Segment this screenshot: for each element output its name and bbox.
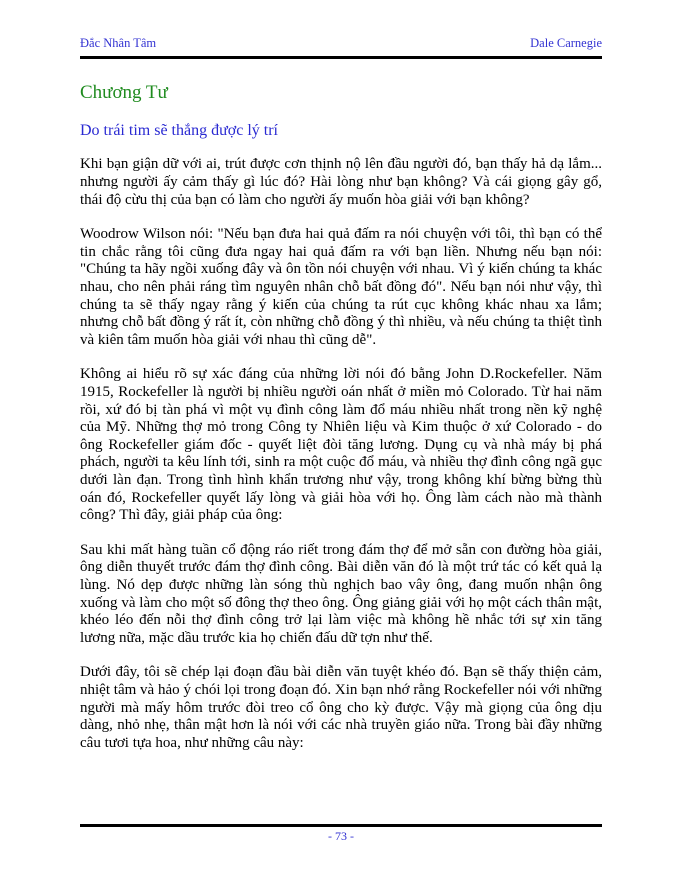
document-page [80,36,602,752]
body-text [80,156,602,752]
page-footer [80,824,602,845]
body-paragraph: Khi bạn giận dữ với ai, trút được cơn thịnh nộ lên đầu người đó, bạn thấy hả dạ lắm... nhưng người ấy cảm thấy gì lúc đó? Hài lòng như bạn không? Và cái giọng gây gổ, thái độ cừu thị của bạn có làm cho người ấy muốn hòa giải với bạn không? [80,156,602,208]
header-author: Dale Carnegie [530,36,602,50]
body-paragraph: Không ai hiểu rõ sự xác đáng của những lời nói đó bằng John D.Rockefeller. Năm 1915, Rockefeller là người bị nhiều người oán nhất ở miền mỏ Colorado. Từ hai năm rồi, xứ đó bị tàn phá vì một vụ đình công làm đổ máu nhiều nhất trong nền kỹ nghệ của Mỹ. Những thợ mỏ trong Công ty Nhiên liệu và Kim thuộc ở xứ Colorado - do ông Rockefeller giám đốc - quyết liệt đòi tăng lương. Dụng cụ và nhà máy bị phá phách, người ta kêu lính tới, sinh ra một cuộc đổ máu, và nhiều thợ đình công ngã gục dưới làn đạn. Trong tình hình khẩn trương như vậy, trong không khí bừng bừng thù oán đó, Rockefeller quyết lấy lòng và giải hòa với họ. Ông làm cách nào mà thành công? Thì đây, giải pháp của ông: [80,366,602,524]
header-book-title: Đắc Nhân Tâm [80,36,157,50]
chapter-title: Chương Tư [80,82,168,103]
page-header [80,36,602,59]
body-paragraph: Woodrow Wilson nói: "Nếu bạn đưa hai quả đấm ra nói chuyện với tôi, thì bạn có thể tin chắc rằng tôi cũng đưa ngay hai quả đấm ra với bạn liền. Nhưng nếu bạn nói: "Chúng ta hãy ngồi xuống đây và ôn tồn nói chuyện với nhau. Vì ý kiến chúng ta khác nhau, cho nên phải ráng tìm nguyên nhân chỗ bất đồng đó". Nếu bạn nói như vậy, thì chúng ta sẽ thấy ngay rằng ý kiến của chúng ta rút cục không khác nhau xa lắm; nhưng chỗ bất đồng ý rất ít, còn những chỗ đồng ý thì nhiều, và nếu chúng ta thiệt tình và kiên tâm muốn hòa giải với nhau thì cũng dễ". [80,226,602,348]
body-paragraph: Dưới đây, tôi sẽ chép lại đoạn đầu bài diễn văn tuyệt khéo đó. Bạn sẽ thấy thiện cảm, nhiệt tâm và hảo ý chói lọi trong đoạn đó. Xin bạn nhớ rằng Rockefeller nói với những người mà mấy hôm trước đòi treo cổ ông cho kỳ được. Vậy mà giọng của ông dịu dàng, nhỏ nhẹ, thân mật hơn là nói với các nhà truyền giáo nữa. Trong bài đầy những câu tươi tựa hoa, như những câu này: [80,664,602,751]
chapter-subtitle: Do trái tim sẽ thắng được lý trí [80,121,278,139]
page-number: - 73 - [328,829,354,843]
body-paragraph: Sau khi mất hàng tuần cổ động ráo riết trong đám thợ để mở sẵn con đường hòa giải, ông diễn thuyết trước đám thợ đình công. Bài diễn văn đó là một trứ tác có kết quả lạ lùng. Nó dẹp được những làn sóng thù nghịch bao vây ông, đang muốn nhận ông xuống và làm cho một số đông thợ theo ông. Ông giảng giải với họ một cách thân mật, khéo léo đến nỗi thợ đình công trở lại làm việc mà không hề nhắc tới sự xin tăng lương nữa, mặc dầu trước kia họ chiến đấu dữ tợn như thế. [80,541,602,646]
